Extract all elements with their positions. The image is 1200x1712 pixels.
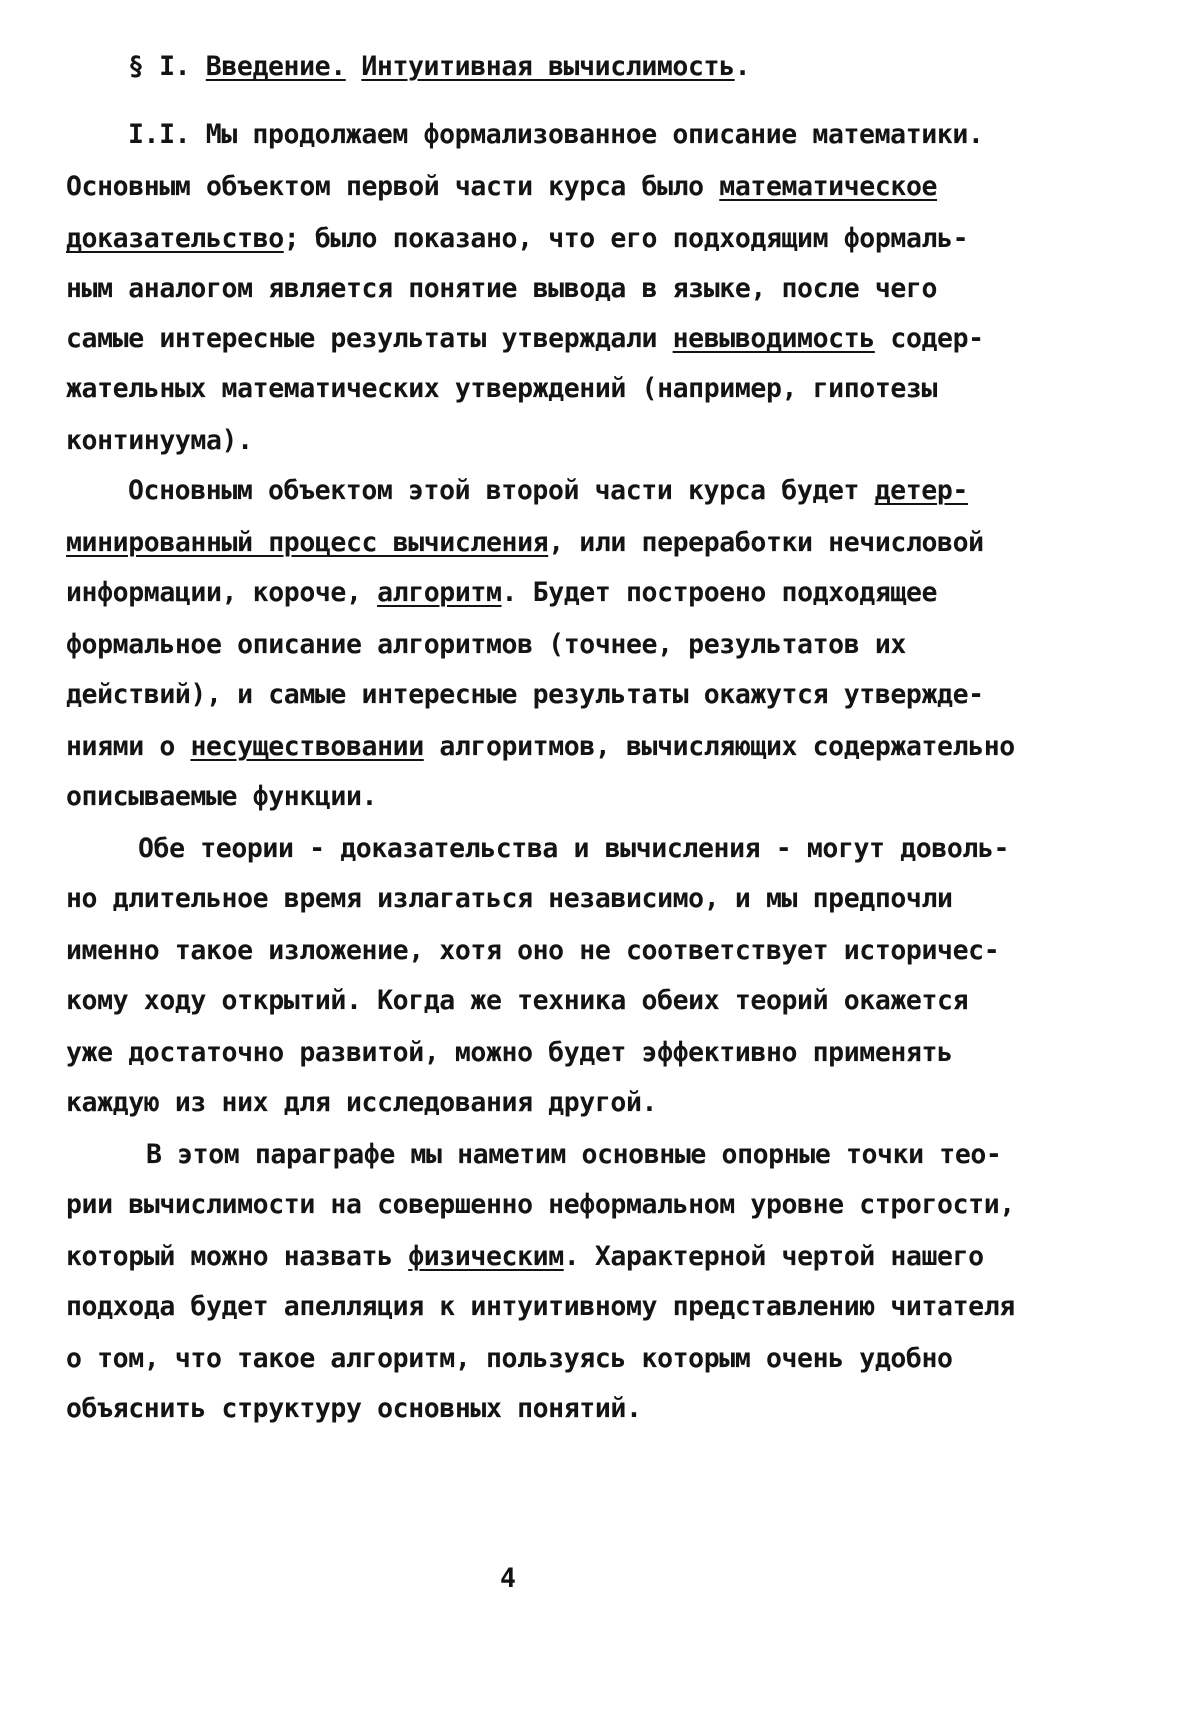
p4-line-3-end: . Характерной чертой нашего (563, 1241, 984, 1272)
p4-line-2: рии вычислимости на совершенно неформальном уровне строгости, (66, 1189, 1015, 1220)
p1-line-5-end: содер- (874, 323, 984, 354)
p1-line-3-text: ; было показано, что его подходящим формаль- (283, 223, 969, 254)
p2-line-3 (66, 576, 1146, 610)
p1-underlined-term: математическое (719, 171, 938, 202)
p2-line-5: действий), и самые интересные результаты окажутся утвержде- (66, 679, 984, 710)
p4-line-1: В этом параграфе мы наметим основные опорные точки тео- (146, 1139, 1002, 1170)
p2-line-6-end: алгоритмов, вычисляющих содержательно (423, 731, 1015, 762)
p1-line-5-text: самые интересные результаты утверждали (66, 323, 673, 354)
p2-line-7: описываемые функции. (66, 781, 378, 812)
section-number: § I. (128, 51, 191, 82)
p4-line-6: объяснить структуру основных понятий. (66, 1393, 642, 1424)
p2-underlined-term-3: алгоритм (377, 577, 502, 608)
p3-line-4: кому ходу открытий. Когда же техника обеих теорий окажется (66, 985, 969, 1016)
p4-line-4: подхода будет апелляция к интуитивному представлению читателя (66, 1291, 1015, 1322)
p2-line-6-text: ниями о (66, 731, 191, 762)
p1-line-1: I.I. Мы продолжаем формализованное описание математики. (128, 119, 984, 150)
section-title: Введение. (205, 51, 346, 82)
p2-line-2-text: , или переработки нечисловой (548, 527, 984, 558)
p2-line-3-end: . Будет построено подходящее (501, 577, 938, 608)
p1-underlined-term-3: невыводимость (672, 323, 875, 354)
p1-line-7: континуума). (66, 425, 253, 456)
p3-line-1: Обе теории - доказательства и вычисления - могут доволь- (138, 833, 1010, 864)
p1-line-2 (66, 170, 1146, 204)
p4-underlined-term: физическим (408, 1241, 564, 1272)
p3-line-6: каждую из них для исследования другой. (66, 1087, 658, 1118)
p2-line-4: формальное описание алгоритмов (точнее, результатов их (66, 629, 906, 660)
p1-line-5 (66, 322, 1146, 356)
p1-line-3 (66, 222, 1146, 256)
p2-underlined-term-2: минированный процесс вычисления (66, 527, 549, 558)
p1-line-6: жательных математических утверждений (например, гипотезы (66, 373, 938, 404)
p2-line-3-text: информации, короче, (66, 577, 378, 608)
p4-line-5: о том, что такое алгоритм, пользуясь которым очень удобно (66, 1343, 953, 1374)
section-heading (128, 50, 1200, 84)
p2-line-2 (66, 526, 1146, 560)
p2-line-1 (128, 474, 1200, 508)
p3-line-5: уже достаточно развитой, можно будет эффективно применять (66, 1037, 953, 1068)
p2-underlined-term-4: несуществовании (190, 731, 424, 762)
p3-line-3: именно такое изложение, хотя оно не соответствует историчес- (66, 935, 1000, 966)
p1-line-2-text: Основным объектом первой части курса было (66, 171, 720, 202)
p1-line-4: ным аналогом является понятие вывода в языке, после чего (66, 273, 938, 304)
heading-end: . (734, 51, 751, 82)
p3-line-2: но длительное время излагаться независимо, и мы предпочли (66, 883, 953, 914)
p4-line-3 (66, 1240, 1146, 1274)
p2-line-6 (66, 730, 1146, 764)
section-subtitle: Интуитивная вычислимость (361, 51, 735, 82)
p2-underlined-term: детер- (874, 475, 968, 506)
p4-line-3-text: который можно назвать (66, 1241, 409, 1272)
p2-line-1-text: Основным объектом этой второй части курса будет (128, 475, 875, 506)
page-number: 4 (500, 1563, 516, 1594)
p1-underlined-term-2: доказательство (66, 223, 284, 254)
